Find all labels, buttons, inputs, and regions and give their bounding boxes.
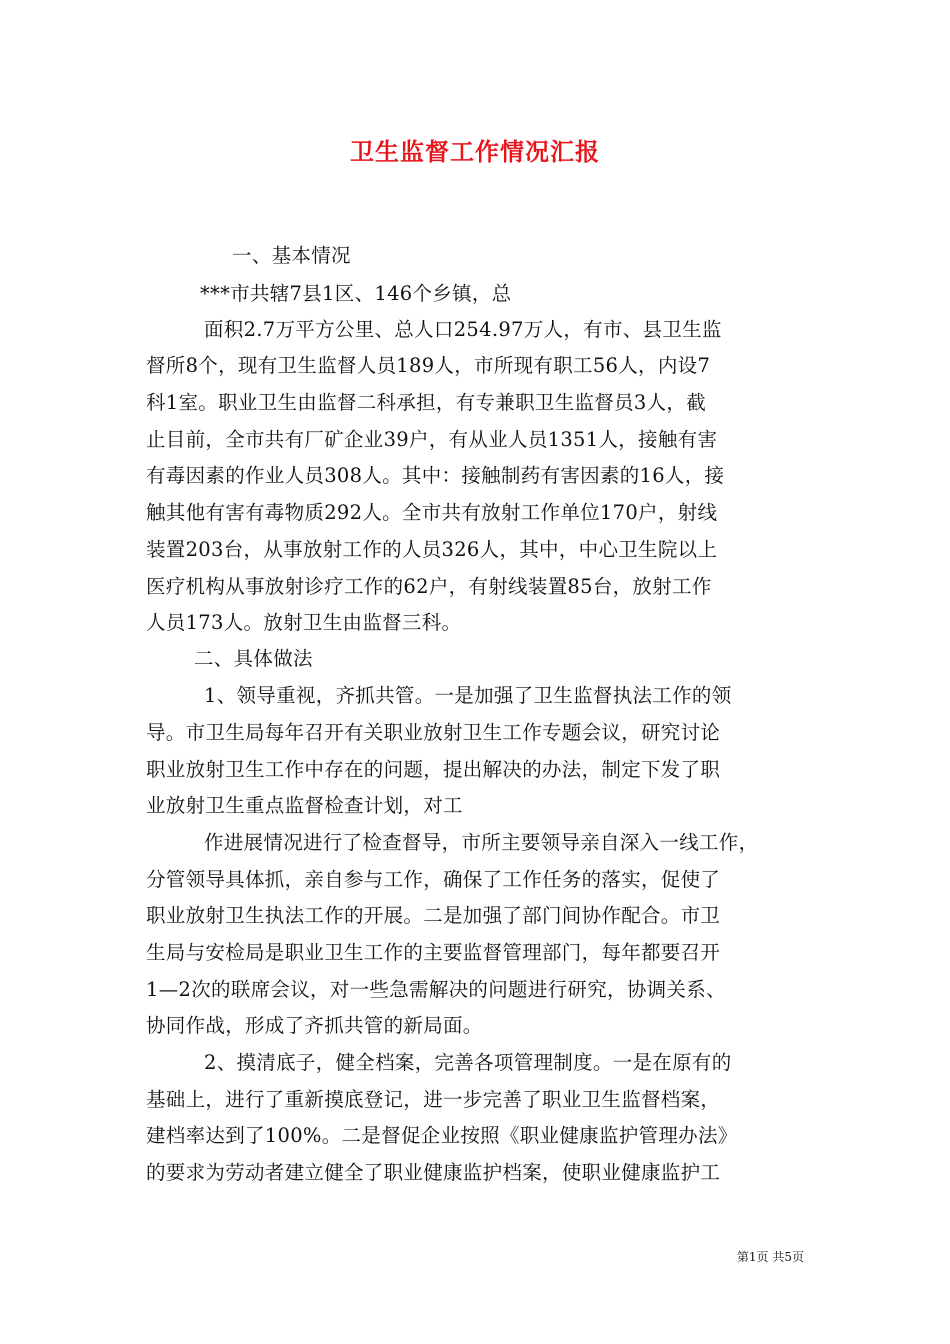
text-line: 导。市卫生局每年召开有关职业放射卫生工作专题会议，研究讨论 [146,721,721,744]
text-line: 基础上，进行了重新摸底登记，进一步完善了职业卫生监督档案， [146,1088,721,1111]
text-line: 分管领导具体抓，亲自参与工作，确保了工作任务的落实，促使了 [146,868,721,891]
text-line: 2、摸清底子，健全档案，完善各项管理制度。一是在原有的 [204,1051,732,1074]
text-line: 止目前，全市共有厂矿企业39户，有从业人员1351人，接触有害 [146,428,718,451]
text-line: 装置203台，从事放射工作的人员326人，其中，中心卫生院以上 [146,538,718,561]
text-line: 的要求为劳动者建立健全了职业健康监护档案，使职业健康监护工 [146,1161,721,1184]
text-line: 职业放射卫生执法工作的开展。二是加强了部门间协作配合。市卫 [146,904,721,927]
text-line: 一、基本情况 [232,244,351,267]
page-number: 第1页 共5页 [736,1250,804,1264]
text-line: 协同作战，形成了齐抓共管的新局面。 [146,1014,483,1037]
text-line: ***市共辖7县1区、146个乡镇，总 [200,282,512,305]
text-line: 二、具体做法 [194,647,313,670]
text-line: 人员173人。放射卫生由监督三科。 [146,611,462,634]
text-line: 有毒因素的作业人员308人。其中：接触制药有害因素的16人，接 [146,464,725,487]
text-line: 1、领导重视，齐抓共管。一是加强了卫生监督执法工作的领 [204,684,732,707]
text-line: 作进展情况进行了检查督导，市所主要领导亲自深入一线工作， [204,831,759,854]
text-line: 1—2次的联席会议，对一些急需解决的问题进行研究，协调关系、 [146,978,726,1001]
text-line: 面积2.7万平方公里、总人口254.97万人，有市、县卫生监 [204,318,722,341]
text-line: 生局与安检局是职业卫生工作的主要监督管理部门，每年都要召开 [146,941,721,964]
text-line: 科1室。职业卫生由监督二科承担，有专兼职卫生监督员3人，截 [146,391,707,414]
text-line: 建档率达到了100%。二是督促企业按照《职业健康监护管理办法》 [146,1124,738,1147]
document-title: 卫生监督工作情况汇报 [350,137,600,166]
text-line: 触其他有害有毒物质292人。全市共有放射工作单位170户，射线 [146,501,718,524]
text-line: 职业放射卫生工作中存在的问题，提出解决的办法，制定下发了职 [146,758,721,781]
text-line: 业放射卫生重点监督检查计划，对工 [146,794,463,817]
text-line: 医疗机构从事放射诊疗工作的62户，有射线装置85台，放射工作 [146,575,712,598]
text-line: 督所8个，现有卫生监督人员189人，市所现有职工56人，内设7 [146,354,711,377]
